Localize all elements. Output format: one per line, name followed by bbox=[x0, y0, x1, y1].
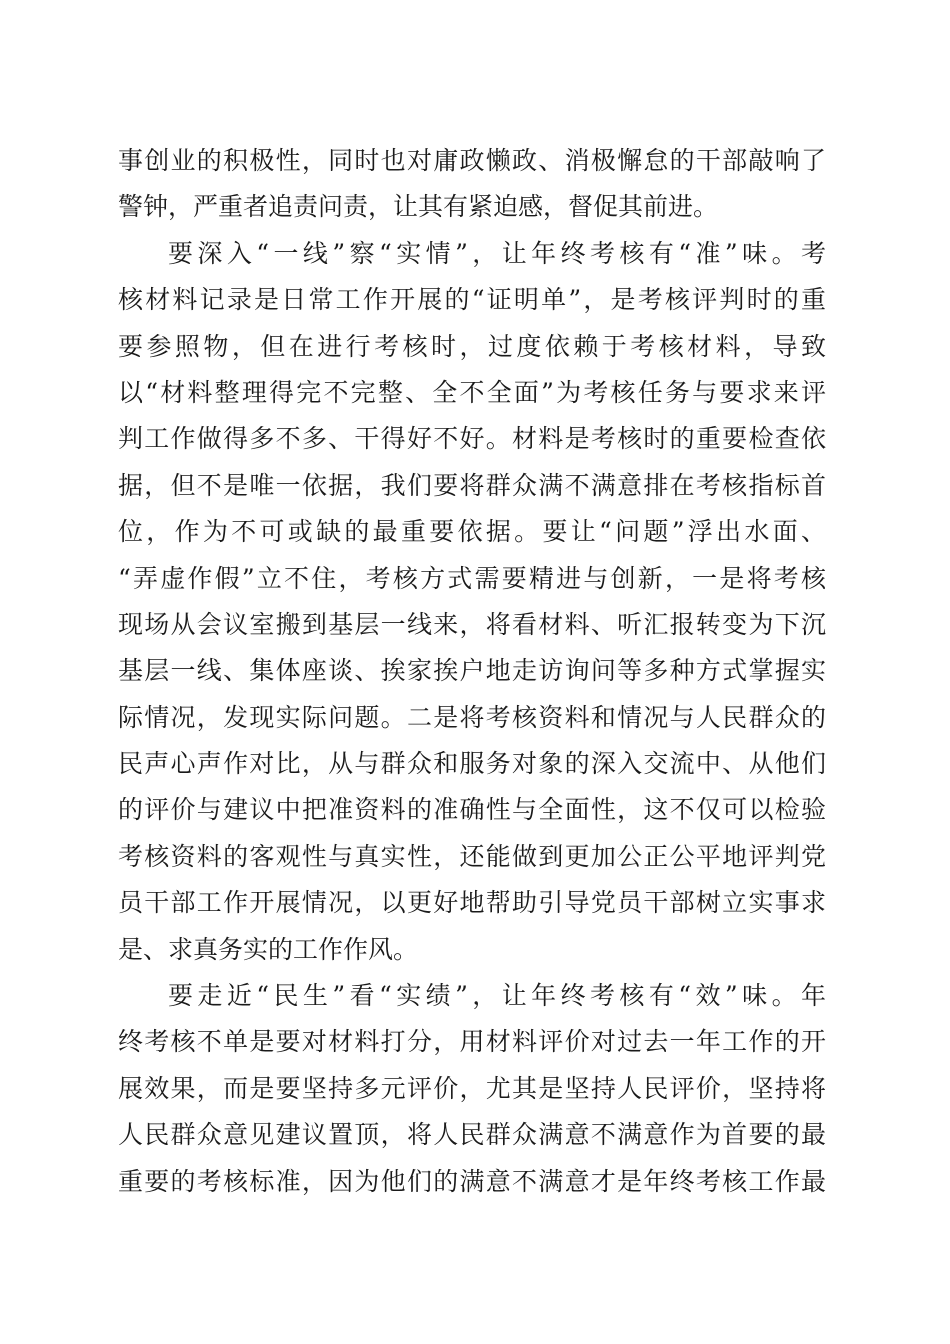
text-line: 考核资料的客观性与真实性，还能做到更加公正公平地评判党 bbox=[118, 841, 826, 871]
text-line: 际情况，发现实际问题。二是将考核资料和情况与人民群众的 bbox=[118, 702, 826, 732]
text-line: 人民群众意见建议置顶，将人民群众满意不满意作为首要的最 bbox=[118, 1120, 826, 1150]
text-line: 民声心声作对比，从与群众和服务对象的深入交流中、从他们 bbox=[118, 749, 826, 779]
text-line: “弄虚作假”立不住，考核方式需要精进与创新，一是将考核 bbox=[118, 563, 826, 593]
text-line: 的评价与建议中把准资料的准确性与全面性，这不仅可以检验 bbox=[118, 795, 826, 825]
text-line: 展效果，而是要坚持多元评价，尤其是坚持人民评价，坚持将 bbox=[118, 1073, 826, 1103]
text-line: 重要的考核标准，因为他们的满意不满意才是年终考核工作最 bbox=[118, 1166, 826, 1196]
text-line: 基层一线、集体座谈、挨家挨户地走访询问等多种方式掌握实 bbox=[118, 656, 826, 686]
paragraph-first-line: 要走近“民生”看“实绩”，让年终考核有“效”味。年 bbox=[168, 981, 826, 1011]
text-line: 位，作为不可或缺的最重要依据。要让“问题”浮出水面、 bbox=[118, 517, 826, 547]
text-line: 终考核不单是要对材料打分，用材料评价对过去一年工作的开 bbox=[118, 1027, 826, 1057]
text-line: 员干部工作开展情况，以更好地帮助引导党员干部树立实事求 bbox=[118, 888, 826, 918]
text-line: 事创业的积极性，同时也对庸政懒政、消极懈怠的干部敲响了 bbox=[118, 146, 826, 175]
paragraph-first-line: 要深入“一线”察“实情”，让年终考核有“准”味。考 bbox=[168, 238, 826, 268]
text-line: 以“材料整理得完不完整、全不全面”为考核任务与要求来评 bbox=[118, 377, 826, 407]
text-line: 核材料记录是日常工作开展的“证明单”，是考核评判时的重 bbox=[118, 285, 826, 315]
text-line: 判工作做得多不多、干得好不好。材料是考核时的重要检查依 bbox=[118, 424, 826, 454]
text-line: 要参照物，但在进行考核时，过度依赖于考核材料，导致 bbox=[118, 331, 826, 361]
text-line: 据，但不是唯一依据，我们要将群众满不满意排在考核指标首 bbox=[118, 470, 826, 500]
text-line: 是、求真务实的工作作风。 bbox=[118, 934, 419, 964]
text-line: 警钟，严重者追责问责，让其有紧迫感，督促其前进。 bbox=[118, 192, 719, 222]
body-text bbox=[118, 138, 826, 1205]
text-line: 现场从会议室搬到基层一线来，将看材料、听汇报转变为下沉 bbox=[118, 609, 826, 639]
